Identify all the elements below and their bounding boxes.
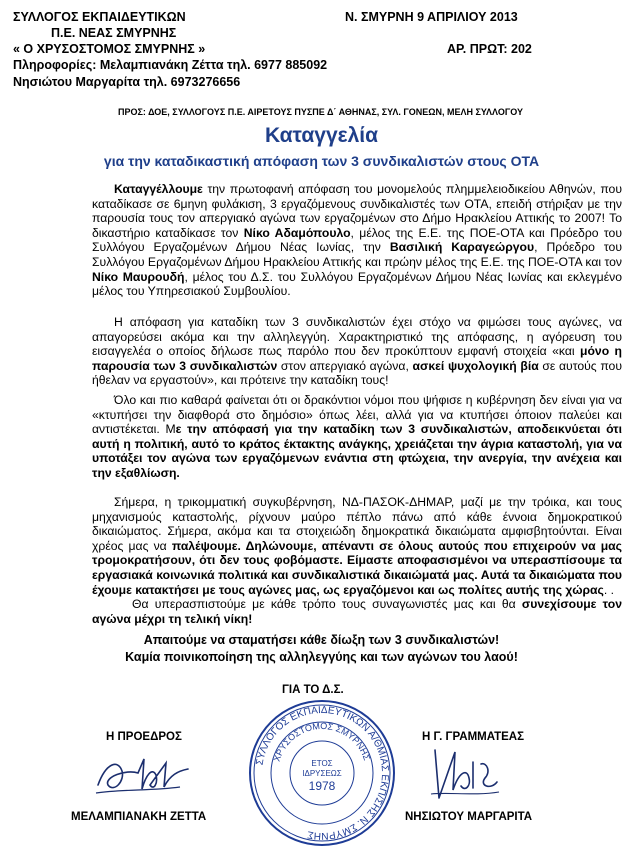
paragraph-3: Όλο και πιο καθαρά φαίνεται ότι οι δρακόντιοι νόμοι που ψήφισε η κυβέρνηση δεν είναι για να «κτυπήσει την διαφθορά στο δημόσιο» όπως λέει, αλλά για να κτυπήσει όποιον παλεύει και αντιστέκεται. Με την απόφασή για την καταδίκη των 3 συνδικαλιστών, αποδεικνύεται ότι αυτή η πολιτική, αυτό το κράτος έκτακτης ανάγκης, χρειάζεται την άγρια καταστολή, για να υποτάξει τον αγώνα των εργαζόμενων ενάντια στη φτώχεια, την ανεργία, την ανέχεια και την εξαθλίωση. bbox=[92, 393, 622, 480]
for-board-label: ΓΙΑ ΤΟ Δ.Σ. bbox=[282, 684, 344, 696]
stamp-center-line2: ΙΔΡΥΣΕΩΣ bbox=[302, 769, 342, 778]
paragraph-2: Η απόφαση για καταδίκη των 3 συνδικαλιστών έχει στόχο να φιμώσει τους αγώνες, να απαγορεύσει ακόμα και την αλληλεγγύη. Χαρακτηριστικό της απόφασης, η αγόρευση του εισαγγελέα ο οποίος δήλωσε πως παρόλο που δεν προκύπτουν εμφανή στοιχεία «και μόνο η παρουσία των 3 συνδικαλιστών στον απεργιακό αγώνα, ασκεί ψυχολογική βία σε αυτούς που ήθελαν να εργαστούν», και πρότεινε την καταδίκη τους! bbox=[92, 315, 622, 388]
page-title: Καταγγελία bbox=[264, 124, 379, 147]
org-name-line2: Π.Ε. ΝΕΑΣ ΣΜΥΡΝΗΣ bbox=[51, 26, 177, 40]
document-date: Ν. ΣΜΥΡΝΗ 9 ΑΠΡΙΛΙΟΥ 2013 bbox=[345, 10, 518, 24]
secretary-role: Η Γ. ΓΡΑΜΜΑΤΕΑΣ bbox=[422, 731, 524, 743]
president-role: Η ΠΡΟΕΔΡΟΣ bbox=[106, 731, 182, 743]
info-line: Πληροφορίες: Μελαμπιανάκη Ζέττα τηλ. 6977 885092 bbox=[13, 58, 328, 72]
paragraph-1: Καταγγέλλουμε την πρωτοφανή απόφαση του μονομελούς πλημμελειοδικείου Αθηνών, που καταδίκασε σε 6μηνη φυλάκιση, 3 εργαζόμενους συνδικαλιστές των ΟΤΑ, επειδή στήριξαν με την παρουσία τους τον απεργιακό αγώνα των εργαζομένων στο Δήμο Ηρακλείου Αττικής το 2007! Το δικαστήριο καταδίκασε τον Νίκο Αδαμόπουλο, μέλος της Ε.Ε. της ΠΟΕ-ΟΤΑ και Πρόεδρο του Συλλόγου Εργαζομένων Δήμου Νέας Ιωνίας, την Βασιλική Καραγεώργου, Πρόεδρο του Συλλόγου Εργαζομένων Δήμου Ηρακλείου Αττικής και πρώην μέλος της Ε.Ε. της ΠΟΕ-ΟΤΑ και τον Νίκο Μαυρουδή, μέλος του Δ.Σ. του Συλλόγου Εργαζομένων Δήμου Νέας Ιωνίας και εκλεγμένο μέλος του Υπηρεσιακού Συμβουλίου. bbox=[92, 182, 623, 299]
stamp-inner-text: ΧΡΥΣΟΣΤΟΜΟΣ ΣΜΥΡΝΗΣ bbox=[271, 720, 372, 763]
stamp-center-line1: ΕΤΟΣ bbox=[311, 759, 333, 768]
president-name: ΜΕΛΑΜΠΙΑΝΑΚΗ ΖΕΤΤΑ bbox=[71, 811, 207, 823]
paragraph-4: Σήμερα, η τρικομματική συγκυβέρνηση, ΝΔ-ΠΑΣΟΚ-ΔΗΜΑΡ, μαζί με την τρόικα, και τους μηχανισμούς καταστολής, ρίχνουν μαύρο πέπλο πάνω από κάθε έννοια δημοκρατικού δικαιώματος. Σήμερα, ακόμα και τα στοιχειώδη δημοκρατικά δικαιώματα αμφισβητούνται. Είναι χρέος μας να παλέψουμε. Δηλώνουμε, απέναντι σε όλους αυτούς που επιχειρούν να μας τρομοκρατήσουν, ότι δεν τους φοβόμαστε. Είμαστε αποφασισμένοι να υπερασπίσουμε τα εργασιακά κοινωνικά πολιτικά και συνδικαλιστικά δικαιώματά μας. Αυτά τα δικαιώματα που έχουμε κατακτήσει με τους αγώνες μας, ως εργαζόμενοι και ως πολίτες αυτής της χώρας. . bbox=[92, 495, 622, 597]
paragraph-5: Θα υπερασπιστούμε με κάθε τρόπο τους συναγωνιστές μας και θα συνεχίσουμε τον αγώνα μέχρι τη τελική νίκη! bbox=[92, 597, 622, 626]
demand-1: Απαιτούμε να σταματήσει κάθε δίωξη των 3 συνδικαλιστών! bbox=[143, 633, 500, 647]
stamp-center-line3: 1978 bbox=[308, 779, 336, 793]
secretary-name: ΝΗΣΙΩΤΟΥ ΜΑΡΓΑΡΙΤΑ bbox=[405, 811, 533, 823]
protocol-number: ΑΡ. ΠΡΩΤ: 202 bbox=[447, 42, 532, 56]
secretary-signature bbox=[425, 742, 505, 807]
page-subtitle: για την καταδικαστική απόφαση των 3 συνδικαλιστών στους ΟΤΑ bbox=[103, 153, 540, 169]
info-line2: Νησιώτου Μαργαρίτα τηλ. 6973276656 bbox=[13, 75, 241, 89]
association-stamp bbox=[247, 698, 397, 848]
president-signature bbox=[92, 745, 202, 805]
org-name-line1: ΣΥΛΛΟΓΟΣ ΕΚΠΑΙΔΕΥΤΙΚΩΝ bbox=[13, 10, 186, 24]
demand-2: Καμία ποινικοποίηση της αλληλεγγύης και των αγώνων του λαού! bbox=[125, 650, 518, 664]
org-name-line3: « Ο ΧΡΥΣΟΣΤΟΜΟΣ ΣΜΥΡΝΗΣ » bbox=[13, 42, 206, 56]
recipients: ΠΡΟΣ: ΔΟΕ, ΣΥΛΛΟΓΟΥΣ Π.Ε. ΑΙΡΕΤΟΥΣ ΠΥΣΠΕ Δ΄ ΑΘΗΝΑΣ, ΣΥΛ. ΓΟΝΕΩΝ, ΜΕΛΗ ΣΥΛΛΟΓΟΥ bbox=[118, 107, 523, 117]
stamp-ring-text: ΣΥΛΛΟΓΟΣ ΕΚΠΑΙΔΕΥΤΙΚΩΝ Α/ΘΜΙΑΣ ΕΚΠ/ΣΗΣ Ν. ΣΜΥΡΝΗΣ bbox=[254, 704, 391, 842]
